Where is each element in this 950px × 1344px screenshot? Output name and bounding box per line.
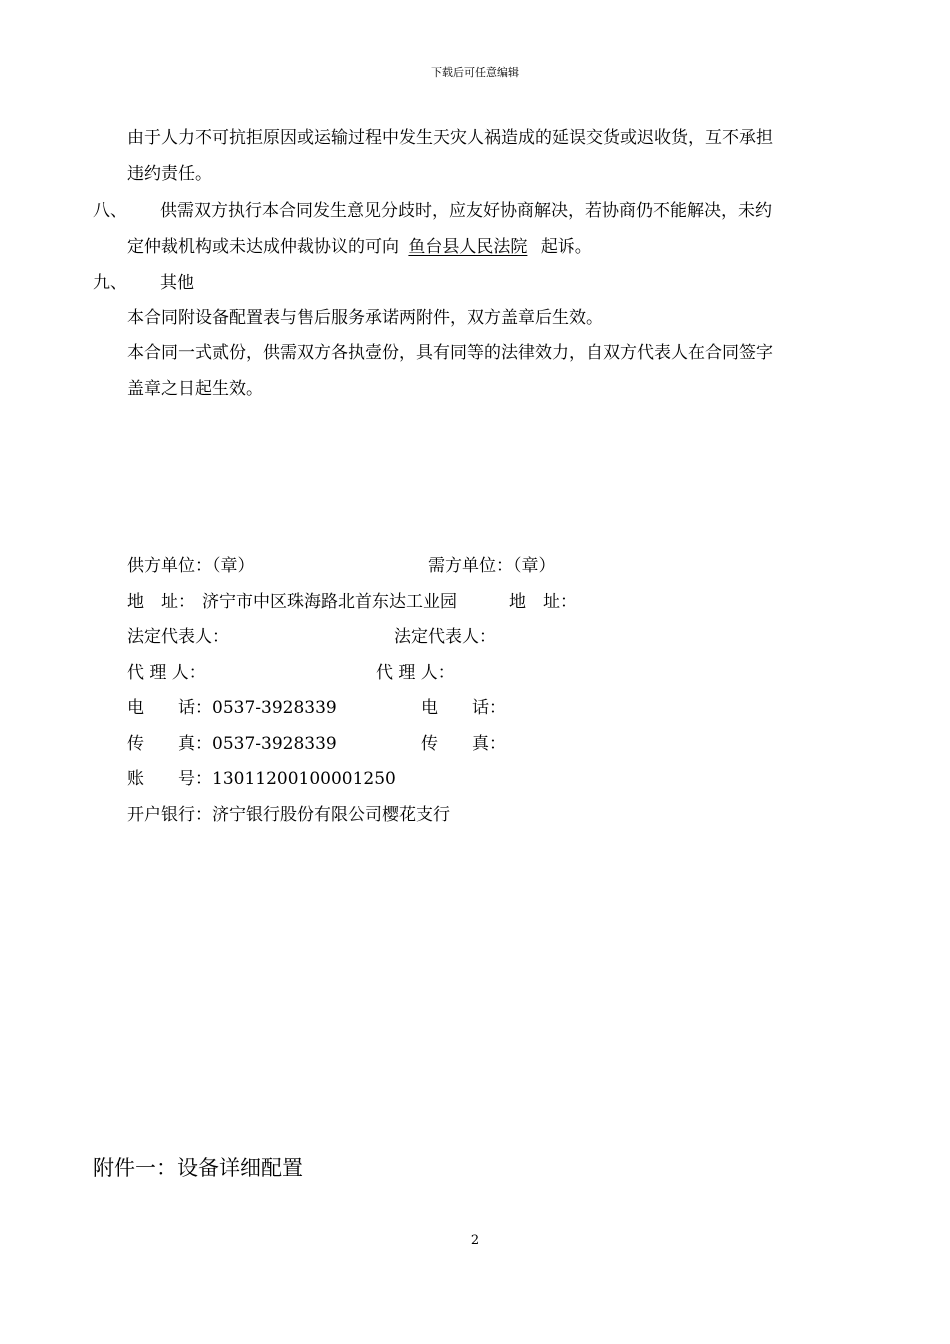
- supplier-phone-label: 电 话：: [127, 698, 212, 718]
- supplier-fax-label: 传 真：: [127, 734, 212, 754]
- bank-name: 济宁银行股份有限公司樱花支行: [212, 805, 450, 825]
- clause-8-line-1: 供需双方执行本合同发生意见分歧时，应友好协商解决，若协商仍不能解决，未约: [160, 201, 772, 221]
- clause-8-line-2-pre: 定仲裁机构或未达成仲裁协议的可向: [127, 237, 399, 257]
- buyer-phone-label: 电 话：: [421, 698, 506, 718]
- clause-8-court: 鱼台县人民法院: [408, 237, 528, 257]
- clause-9-para-2-line-2: 盖章之日起生效。: [127, 379, 263, 399]
- clause-9-number: 九、: [93, 273, 127, 293]
- attachment-heading: 附件一：设备详细配置: [93, 1156, 303, 1180]
- supplier-address-label: 地 址：: [127, 592, 195, 612]
- clause-8-number: 八、: [93, 201, 127, 221]
- account-label: 账 号：: [127, 769, 212, 789]
- clause-9-para-1: 本合同附设备配置表与售后服务承诺两附件，双方盖章后生效。: [127, 308, 603, 328]
- clause-9-para-2-line-1: 本合同一式贰份，供需双方各执壹份，具有同等的法律效力，自双方代表人在合同签字: [127, 343, 773, 363]
- account-number: 13011200100001250: [212, 769, 396, 789]
- buyer-address-label: 地 址：: [509, 592, 577, 612]
- supplier-fax: 0537-3928339: [212, 734, 337, 754]
- clause-9-title: 其他: [160, 273, 194, 293]
- bank-label: 开户银行：: [127, 805, 212, 825]
- buyer-unit: 需方单位：（章）: [428, 556, 556, 576]
- supplier-legal-rep: 法定代表人：: [127, 627, 229, 647]
- page-number: 2: [470, 1233, 480, 1248]
- clause-8-line-2: [127, 236, 592, 258]
- supplier-address: 济宁市中区珠海路北首东达工业园: [202, 592, 457, 612]
- buyer-agent: 代 理 人：: [376, 663, 455, 683]
- buyer-fax-label: 传 真：: [421, 734, 506, 754]
- clause-7-line-1: 由于人力不可抗拒原因或运输过程中发生天灾人祸造成的延误交货或迟收货，互不承担: [127, 128, 773, 148]
- clause-7-line-2: 违约责任。: [127, 164, 212, 184]
- buyer-legal-rep: 法定代表人：: [394, 627, 496, 647]
- supplier-agent: 代 理 人：: [127, 663, 206, 683]
- clause-8-line-2-post: 起诉。: [540, 237, 592, 257]
- page-header: 下载后可任意编辑: [431, 66, 519, 79]
- supplier-phone: 0537-3928339: [212, 698, 337, 718]
- supplier-unit: 供方单位：（章）: [127, 556, 255, 576]
